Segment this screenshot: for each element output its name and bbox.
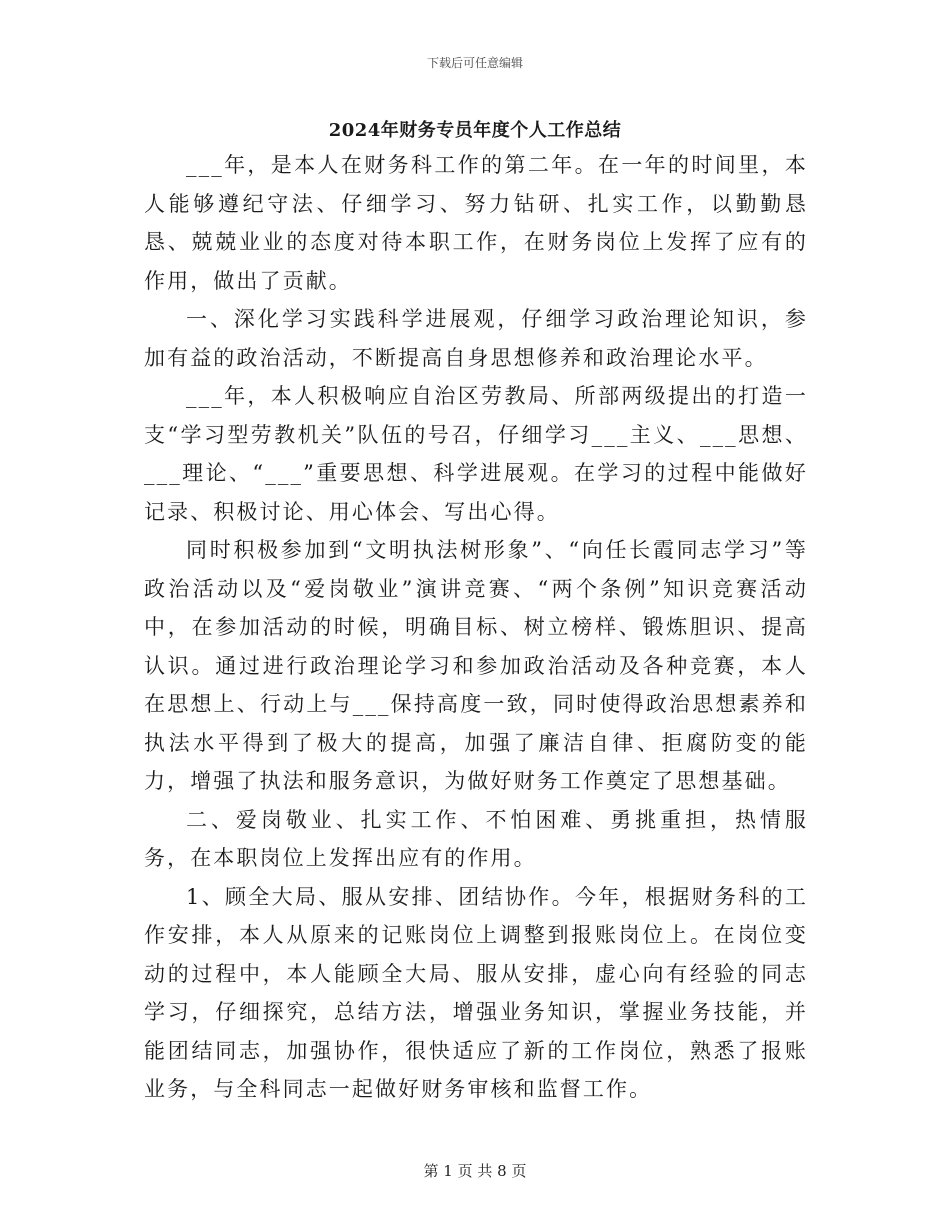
page-header-note: 下载后可任意编辑 [426,56,523,70]
paragraph-study: ___年，本人积极响应自治区劳教局、所部两级提出的打造一支“学习型劳教机关”队伍的号召，仔细学习___主义、___思想、___理论、“___”重要思想、科学进展观。在学习的过程中能做好记录、积极讨论、用心体会、写出心得。 [144,384,808,524]
page-number: 第 1 页 共 8 页 [423,1162,527,1180]
paragraph-intro: ___年，是本人在财务科工作的第二年。在一年的时间里，本人能够遵纪守法、仔细学习、努力钻研、扎实工作，以勤勤恳恳、兢兢业业的态度对待本职工作，在财务岗位上发挥了应有的作用，做出了贡献。 [144,153,808,293]
paragraph-item-1: 1、顾全大局、服从安排、团结协作。今年，根据财务科的工作安排，本人从原来的记账岗位上调整到报账岗位上。在岗位变动的过程中，本人能顾全大局、服从安排，虚心向有经验的同志学习，仔细探究，总结方法，增强业务知识，掌握业务技能，并能团结同志，加强协作，很快适应了新的工作岗位，熟悉了报账业务，与全科同志一起做好财务审核和监督工作。 [144,884,808,1101]
paragraph-section-1-heading: 一、深化学习实践科学进展观，仔细学习政治理论知识，参加有益的政治活动，不断提高自身思想修养和政治理论水平。 [144,307,808,370]
document-body [144,146,808,1109]
paragraph-section-2-heading: 二、爱岗敬业、扎实工作、不怕困难、勇挑重担，热情服务，在本职岗位上发挥出应有的作用。 [144,807,808,870]
paragraph-activities: 同时积极参加到“文明执法树形象”、“向任长霞同志学习”等政治活动以及“爱岗敬业”演讲竞赛、“两个条例”知识竞赛活动中，在参加活动的时候，明确目标、树立榜样、锻炼胆识、提高认识。通过进行政治理论学习和参加政治活动及各种竞赛，本人在思想上、行动上与___保持高度一致，同时使得政治思想素养和执法水平得到了极大的提高，加强了廉洁自律、拒腐防变的能力，增强了执法和服务意识，为做好财务工作奠定了思想基础。 [144,538,808,793]
document-title: 2024年财务专员年度个人工作总结 [328,120,622,141]
